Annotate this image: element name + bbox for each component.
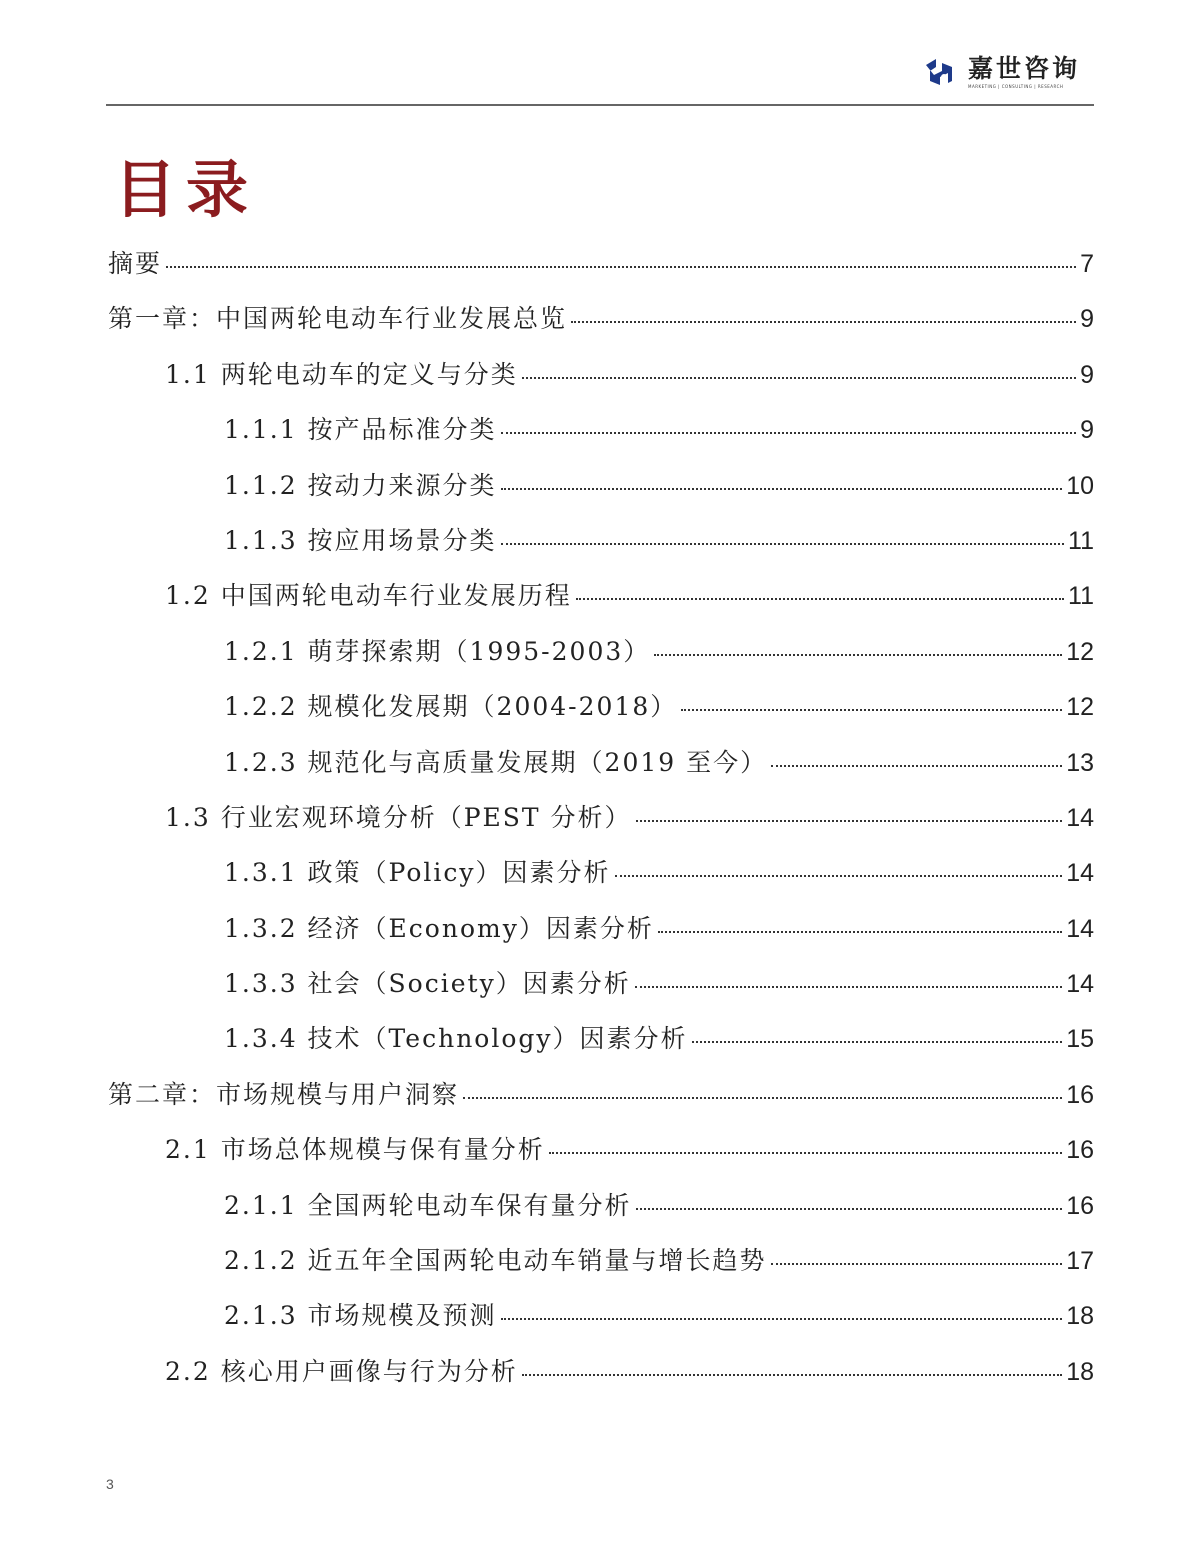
toc-entry-page: 14 bbox=[1066, 859, 1094, 888]
table-of-contents bbox=[108, 243, 1094, 1406]
toc-entry[interactable] bbox=[108, 1129, 1094, 1184]
dot-leader bbox=[522, 1374, 1062, 1376]
toc-entry[interactable] bbox=[108, 742, 1094, 797]
toc-entry-page: 17 bbox=[1066, 1247, 1094, 1276]
toc-entry[interactable] bbox=[108, 631, 1094, 686]
toc-entry[interactable] bbox=[108, 243, 1094, 298]
toc-entry-label: 1.2 中国两轮电动车行业发展历程 bbox=[165, 581, 572, 611]
dot-leader bbox=[576, 598, 1064, 600]
toc-entry-page: 16 bbox=[1066, 1080, 1094, 1109]
dot-leader bbox=[636, 1208, 1063, 1210]
toc-entry-label: 1.3.3 社会（Society）因素分析 bbox=[224, 969, 631, 999]
dot-leader bbox=[522, 377, 1076, 379]
toc-entry-page: 14 bbox=[1066, 970, 1094, 999]
page-title: 目录 bbox=[114, 153, 259, 226]
toc-entry-page: 14 bbox=[1066, 914, 1094, 943]
dot-leader bbox=[501, 543, 1064, 545]
toc-entry[interactable] bbox=[108, 354, 1094, 409]
toc-entry-page: 16 bbox=[1066, 1136, 1094, 1165]
toc-entry-page: 12 bbox=[1066, 693, 1094, 722]
toc-entry[interactable] bbox=[108, 797, 1094, 852]
brand-tagline: MARKETING | CONSULTING | RESEARCH bbox=[968, 84, 1064, 89]
dot-leader bbox=[771, 1263, 1063, 1265]
toc-entry-label: 摘要 bbox=[108, 249, 163, 278]
toc-entry-page: 18 bbox=[1066, 1357, 1094, 1386]
toc-entry-label: 1.2.2 规模化发展期（2004-2018） bbox=[224, 692, 678, 722]
brand-name: 嘉世咨询 bbox=[968, 54, 1081, 83]
dot-leader bbox=[636, 820, 1063, 822]
toc-entry[interactable] bbox=[108, 1018, 1094, 1073]
toc-entry-label: 1.3.1 政策（Policy）因素分析 bbox=[224, 858, 611, 888]
dot-leader bbox=[501, 488, 1063, 490]
toc-entry[interactable] bbox=[108, 298, 1094, 353]
dot-leader bbox=[571, 321, 1076, 323]
dot-leader bbox=[658, 931, 1062, 933]
dot-leader bbox=[635, 986, 1062, 988]
dot-leader bbox=[615, 875, 1063, 877]
toc-entry[interactable] bbox=[108, 963, 1094, 1018]
page-number: 3 bbox=[106, 1476, 114, 1492]
toc-entry-page: 11 bbox=[1068, 526, 1094, 555]
brand-logo-icon bbox=[922, 55, 956, 89]
toc-entry-label: 2.2 核心用户画像与行为分析 bbox=[165, 1356, 518, 1386]
toc-entry-label: 1.2.1 萌芽探索期（1995-2003） bbox=[224, 636, 651, 666]
toc-entry-page: 18 bbox=[1066, 1302, 1094, 1331]
toc-entry[interactable] bbox=[108, 465, 1094, 520]
toc-entry-page: 7 bbox=[1080, 250, 1094, 278]
brand-logo bbox=[922, 55, 1080, 89]
dot-leader bbox=[501, 432, 1077, 434]
dot-leader bbox=[681, 709, 1062, 711]
toc-entry-label: 第一章：中国两轮电动车行业发展总览 bbox=[108, 304, 568, 334]
toc-entry-label: 1.3.2 经济（Economy）因素分析 bbox=[224, 913, 654, 943]
toc-entry-label: 第二章：市场规模与用户洞察 bbox=[108, 1079, 460, 1109]
toc-entry-page: 14 bbox=[1066, 803, 1094, 832]
toc-entry-page: 10 bbox=[1066, 471, 1094, 500]
toc-entry-page: 9 bbox=[1080, 360, 1094, 389]
toc-entry[interactable] bbox=[108, 409, 1094, 464]
toc-entry-label: 1.1.3 按应用场景分类 bbox=[224, 525, 497, 555]
toc-entry-page: 9 bbox=[1080, 305, 1094, 334]
toc-entry-label: 2.1 市场总体规模与保有量分析 bbox=[165, 1135, 545, 1165]
toc-entry-page: 12 bbox=[1066, 637, 1094, 666]
dot-leader bbox=[692, 1041, 1063, 1043]
dot-leader bbox=[549, 1152, 1062, 1154]
toc-entry-label: 1.1.2 按动力来源分类 bbox=[224, 470, 497, 500]
toc-entry[interactable] bbox=[108, 1295, 1094, 1350]
header-divider bbox=[106, 104, 1094, 106]
dot-leader bbox=[654, 654, 1062, 656]
toc-entry-page: 13 bbox=[1066, 748, 1094, 777]
toc-entry[interactable] bbox=[108, 520, 1094, 575]
toc-entry-page: 16 bbox=[1066, 1191, 1094, 1220]
dot-leader bbox=[463, 1097, 1062, 1099]
toc-entry[interactable] bbox=[108, 1351, 1094, 1406]
dot-leader bbox=[501, 1318, 1063, 1320]
toc-entry-label: 1.3 行业宏观环境分析（PEST 分析） bbox=[165, 802, 632, 832]
dot-leader bbox=[166, 266, 1076, 268]
toc-entry-label: 1.3.4 技术（Technology）因素分析 bbox=[224, 1024, 688, 1054]
toc-entry-page: 11 bbox=[1068, 582, 1094, 611]
toc-entry-page: 9 bbox=[1080, 416, 1094, 445]
toc-entry[interactable] bbox=[108, 1074, 1094, 1129]
toc-entry-page: 15 bbox=[1066, 1025, 1094, 1054]
toc-entry-label: 2.1.2 近五年全国两轮电动车销量与增长趋势 bbox=[224, 1246, 767, 1276]
toc-entry-label: 1.1 两轮电动车的定义与分类 bbox=[165, 359, 518, 389]
toc-entry[interactable] bbox=[108, 1240, 1094, 1295]
toc-entry-label: 2.1.1 全国两轮电动车保有量分析 bbox=[224, 1190, 632, 1220]
toc-entry[interactable] bbox=[108, 1185, 1094, 1240]
toc-entry[interactable] bbox=[108, 852, 1094, 907]
toc-entry[interactable] bbox=[108, 575, 1094, 630]
toc-entry-label: 2.1.3 市场规模及预测 bbox=[224, 1301, 497, 1331]
toc-entry[interactable] bbox=[108, 686, 1094, 741]
toc-entry-label: 1.2.3 规范化与高质量发展期（2019 至今） bbox=[224, 747, 768, 777]
dot-leader bbox=[771, 765, 1062, 767]
toc-entry-label: 1.1.1 按产品标准分类 bbox=[224, 415, 497, 445]
toc-entry[interactable] bbox=[108, 908, 1094, 963]
